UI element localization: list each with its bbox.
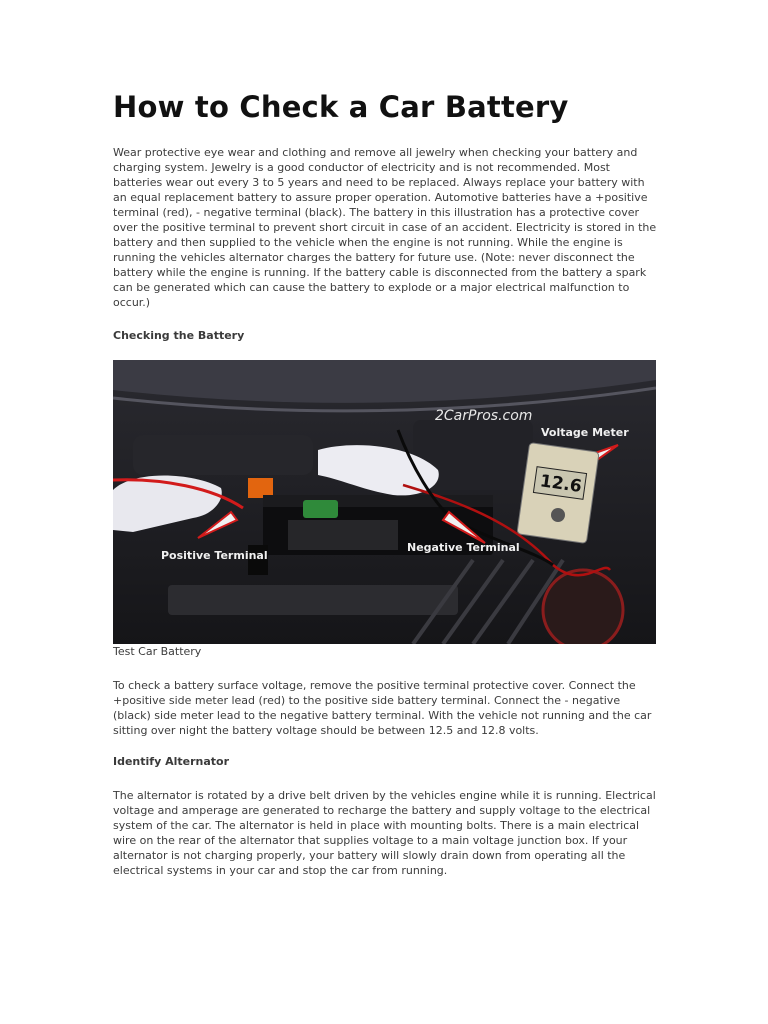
section-heading-alternator: Identify Alternator: [113, 755, 229, 768]
section-heading-checking: Checking the Battery: [113, 329, 245, 342]
watermark-text: 2CarPros.com: [435, 408, 533, 424]
photo-caption: Test Car Battery: [113, 645, 202, 658]
label-negative-terminal: Negative Terminal: [407, 541, 520, 554]
alternator-paragraph: The alternator is rotated by a drive belt driven by the vehicles engine while it is running. Electrical voltage and amperage are generated to recharge the battery and supply voltage to the electrical system of the car. The alternator is held in place with mounting bolts. There is a main electrical wire on the rear of the alternator that supplies voltage to a main voltage junction box. If your alternator is not charging properly, your battery will slowly drain down from operating all the electrical systems in your car and stop the car from running.: [113, 789, 656, 877]
checking-paragraph: To check a battery surface voltage, remove the positive terminal protective cover. Connect the +positive side meter lead (red) to the positive side battery terminal. Connect the - negative (black) side meter lead to the negative battery terminal. With the vehicle not running and the car sitting over night the battery voltage should be between 12.5 and 12.8 volts.: [113, 679, 652, 737]
battery-test-photo: [113, 360, 656, 644]
label-voltage-meter: Voltage Meter: [541, 426, 629, 439]
label-positive-terminal: Positive Terminal: [161, 549, 268, 562]
meter-reading: 12.6: [538, 471, 583, 497]
photo-illustration: [113, 360, 656, 644]
page-title: How to Check a Car Battery: [113, 90, 569, 124]
intro-paragraph: Wear protective eye wear and clothing and remove all jewelry when checking your battery and charging system. Jewelry is a good conductor of electricity and is not recommended. Most batteries wear out every 3 to 5 years and need to be replaced. Always replace your battery with an equal replacement battery to assure proper operation. Automotive batteries have a +positive terminal (red), - negative terminal (black). The battery in this illustration has a protective cover over the positive terminal to prevent short circuit in case of an accident. Electricity is stored in the battery and then supplied to the vehicle when the engine is not running. While the engine is running the vehicles alternator charges the battery for future use. (Note: never disconnect the battery while the engine is running. If the battery cable is disconnected from the battery a spark can be generated which can cause the battery to explode or a major electrical malfunction to occur.): [113, 146, 657, 309]
